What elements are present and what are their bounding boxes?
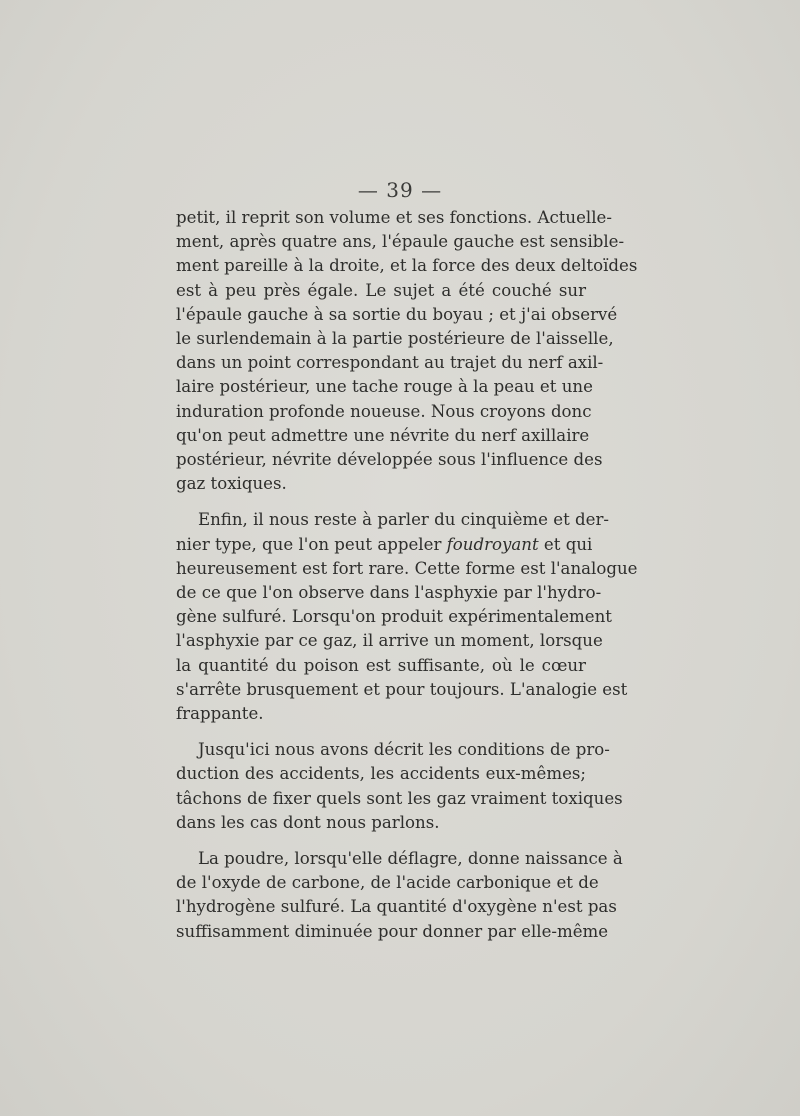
paragraph-3	[176, 738, 623, 835]
paragraph-2	[176, 508, 638, 726]
text-line: suffisamment diminuée pour donner par elle-même	[176, 921, 609, 941]
text-line: postérieur, névrite développée sous l'influence des	[176, 450, 603, 470]
text-line: ment, après quatre ans, l'épaule gauche est sensible-	[176, 232, 625, 252]
text-line: s'arrête brusquement et pour toujours. L'analogie est	[176, 679, 628, 699]
text-line: l'asphyxie par ce gaz, il arrive un moment, lorsque	[176, 631, 603, 651]
text-line: frappante.	[176, 704, 264, 724]
text-line: induration profonde noueuse. Nous croyons donc	[176, 401, 592, 421]
text-line: tâchons de fixer quels sont les gaz vraiment toxiques	[176, 788, 623, 808]
text-line: duction des accidents, les accidents eux-mêmes;	[176, 764, 586, 784]
text-line-with-italic	[176, 533, 593, 557]
text-segment: nier type, que l'on peut appeler	[176, 534, 442, 554]
text-line: l'épaule gauche à sa sortie du boyau ; et j'ai observé	[176, 304, 618, 324]
text-line: est à peu près égale. Le sujet a été couché sur	[176, 280, 586, 300]
body-text	[176, 206, 638, 944]
text-line: l'hydrogène sulfuré. La quantité d'oxygène n'est pas	[176, 897, 617, 917]
text-line: petit, il reprit son volume et ses fonctions. Actuelle-	[176, 208, 612, 227]
text-line: Jusqu'ici nous avons décrit les conditions de pro-	[198, 740, 610, 760]
text-line: ment pareille à la droite, et la force des deux deltoïdes	[176, 256, 638, 276]
text-line: dans les cas dont nous parlons.	[176, 812, 440, 832]
italic-term: foudroyant	[446, 534, 539, 554]
text-line: dans un point correspondant au trajet du nerf axil-	[176, 353, 604, 373]
text-line: de ce que l'on observe dans l'asphyxie par l'hydro-	[176, 583, 602, 603]
text-line: Enfin, il nous reste à parler du cinquième et der-	[198, 510, 610, 530]
paragraph-1	[176, 206, 638, 496]
text-line: la quantité du poison est suffisante, où le cœur	[176, 655, 586, 675]
text-line: qu'on peut admettre une névrite du nerf axillaire	[176, 425, 590, 445]
text-line: laire postérieur, une tache rouge à la peau et une	[176, 377, 593, 397]
paragraph-4	[176, 847, 623, 944]
text-line: gaz toxiques.	[176, 474, 287, 494]
text-line: heureusement est fort rare. Cette forme est l'analogue	[176, 558, 638, 578]
text-line: de l'oxyde de carbone, de l'acide carbonique et de	[176, 873, 599, 893]
text-line: le surlendemain à la partie postérieure de l'aisselle,	[176, 329, 614, 349]
page-number: — 39 —	[357, 178, 443, 202]
text-segment: et qui	[538, 534, 593, 554]
text-line: gène sulfuré. Lorsqu'on produit expérimentalement	[176, 607, 612, 627]
text-line: La poudre, lorsqu'elle déflagre, donne naissance à	[198, 849, 623, 869]
